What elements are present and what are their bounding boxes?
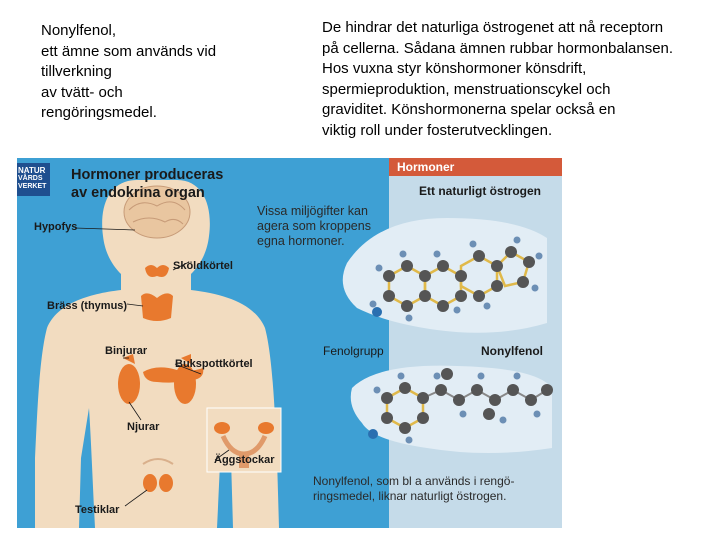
molecule-diagrams: [17, 158, 562, 528]
naturvardsverket-logo: NATUR VÅRDS VERKET: [17, 163, 50, 196]
callout-miljogifter: Vissa miljögifter kan agera som kroppens egna hormoner.: [257, 204, 371, 248]
label-aggstockar: Äggstockar: [214, 454, 275, 466]
label-njurar: Njurar: [127, 421, 160, 433]
label-binjurar: Binjurar: [105, 345, 148, 357]
right-text-line: spermieproduktion, menstruationscykel och: [322, 80, 611, 98]
left-text-line: ett ämne som används vid: [41, 42, 217, 60]
left-text-line: Nonylfenol,: [41, 22, 117, 39]
left-text-line: rengöringsmedel.: [41, 104, 157, 121]
label-testiklar: Testiklar: [75, 504, 120, 516]
right-text-line: Hos vuxna styr könshormoner könsdrift,: [322, 60, 587, 77]
label-skoldkortel: Sköldkörtel: [173, 260, 233, 272]
right-text-line: viktig roll under fosterutvecklingen.: [322, 121, 553, 139]
right-text-line: De hindrar det naturliga östrogenet att nå receptorn: [322, 19, 664, 36]
nonylfenol-label: Nonylfenol: [481, 344, 543, 358]
label-brass: Bräss (thymus): [47, 300, 128, 312]
right-text-line: på cellerna. Sådana ämnen rubbar hormonbalansen.: [322, 39, 674, 57]
estrogen-title: Ett naturligt östrogen: [419, 184, 541, 198]
label-bukspottkortel: Bukspottkörtel: [175, 358, 253, 370]
label-hypofys: Hypofys: [34, 221, 78, 233]
left-text-line: tillverkning: [41, 63, 112, 80]
nonylfenol-caption: Nonylfenol, som bl a används i rengö- ringsmedel, liknar naturligt östrogen.: [313, 474, 515, 503]
figure-title: Hormoner produceras av endokrina organ: [71, 167, 224, 201]
panel-header: Hormoner: [389, 158, 562, 176]
fenolgrupp-label: Fenolgrupp: [323, 344, 384, 358]
left-text-line: av tvätt- och: [41, 83, 123, 101]
right-text-block: [322, 18, 720, 141]
left-text-block: [41, 21, 291, 124]
right-text-line: graviditet. Könshormonerna spelar också en: [322, 101, 616, 118]
endocrine-figure: [17, 158, 562, 528]
